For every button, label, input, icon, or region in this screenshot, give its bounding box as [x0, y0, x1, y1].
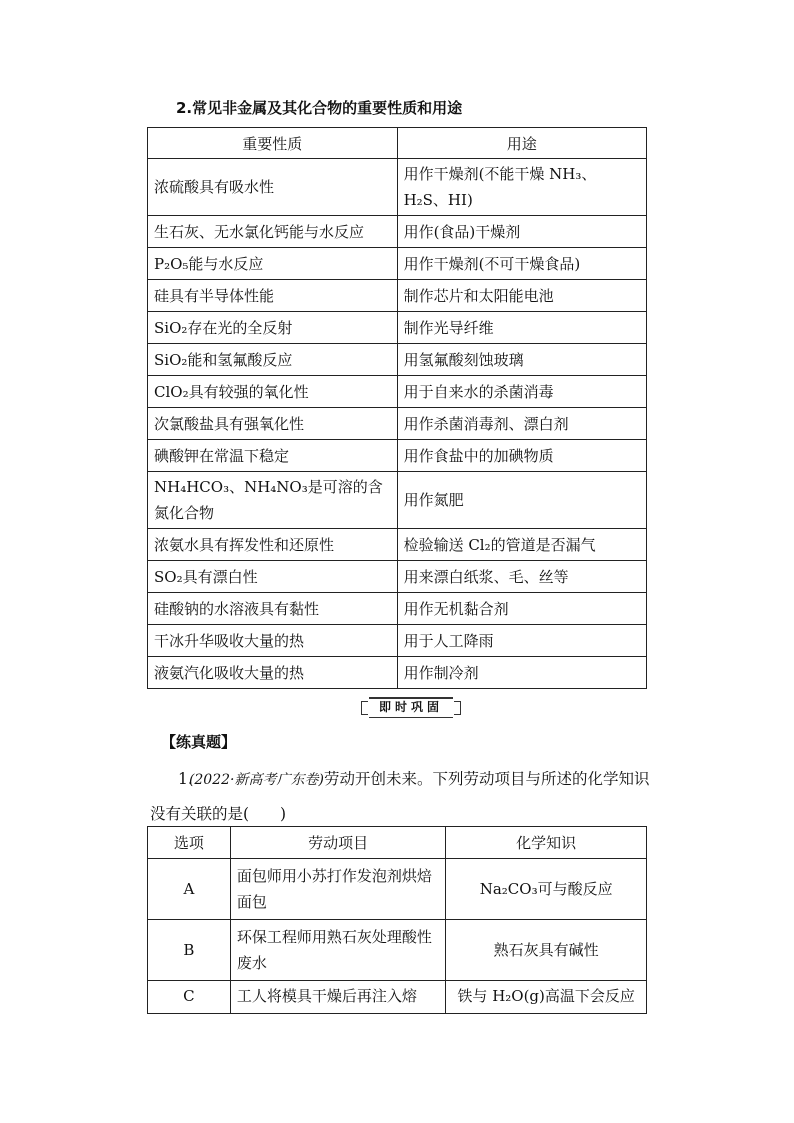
- knowledge-cell: Na₂CO₃可与酸反应: [446, 859, 647, 920]
- property-cell: ClO₂具有较强的氧化性: [148, 376, 398, 408]
- table-row: [148, 593, 647, 625]
- use-cell: 用于人工降雨: [397, 625, 646, 657]
- use-cell: 用作(食品)干燥剂: [397, 216, 646, 248]
- header-option: 选项: [148, 827, 231, 859]
- table-row: [148, 529, 647, 561]
- property-cell: 硅酸钠的水溶液具有黏性: [148, 593, 398, 625]
- use-cell: 检验输送 Cl₂的管道是否漏气: [397, 529, 646, 561]
- property-cell: 生石灰、无水氯化钙能与水反应: [148, 216, 398, 248]
- labor-item-cell: 面包师用小苏打作发泡剂烘焙面包: [230, 859, 445, 920]
- table-row: [148, 920, 647, 981]
- property-cell: SiO₂存在光的全反射: [148, 312, 398, 344]
- table-row: [148, 408, 647, 440]
- section-title: 2.常见非金属及其化合物的重要性质和用途: [176, 99, 463, 117]
- table-row: [148, 280, 647, 312]
- property-cell: SO₂具有漂白性: [148, 561, 398, 593]
- property-cell: 浓氨水具有挥发性和还原性: [148, 529, 398, 561]
- choices-table: [147, 826, 647, 1014]
- table-row: [148, 312, 647, 344]
- use-cell: 用作杀菌消毒剂、漂白剂: [397, 408, 646, 440]
- property-cell: 液氨汽化吸收大量的热: [148, 657, 398, 689]
- property-cell: SiO₂能和氢氟酸反应: [148, 344, 398, 376]
- properties-uses-table: [147, 127, 647, 689]
- table-row: [148, 472, 647, 529]
- table-row: [148, 159, 647, 216]
- property-cell: P₂O₅能与水反应: [148, 248, 398, 280]
- table-row: [148, 440, 647, 472]
- practice-label: 【练真题】: [161, 733, 237, 751]
- header-labor-item: 劳动项目: [230, 827, 445, 859]
- question-source: (2022·新高考广东卷): [188, 772, 324, 788]
- table-row: [148, 561, 647, 593]
- table-row: [148, 859, 647, 920]
- question-stem: 劳动开创未来。下列劳动项目与所述的化学知识没有关联的是( ): [150, 770, 650, 823]
- table-row: [148, 657, 647, 689]
- knowledge-cell: 铁与 H₂O(g)高温下会反应: [446, 981, 647, 1014]
- use-cell: 用作制冷剂: [397, 657, 646, 689]
- option-cell: C: [148, 981, 231, 1014]
- use-cell: 制作光导纤维: [397, 312, 646, 344]
- labor-item-cell: 环保工程师用熟石灰处理酸性废水: [230, 920, 445, 981]
- table-row: [148, 216, 647, 248]
- property-cell: 浓硫酸具有吸水性: [148, 159, 398, 216]
- use-cell: 用作干燥剂(不能干燥 NH₃、H₂S、HI): [397, 159, 646, 216]
- instant-review-banner: 即时巩固: [369, 697, 453, 718]
- header-use: 用途: [397, 128, 646, 159]
- labor-item-cell: 工人将模具干燥后再注入熔: [230, 981, 445, 1014]
- knowledge-cell: 熟石灰具有碱性: [446, 920, 647, 981]
- property-cell: NH₄HCO₃、NH₄NO₃是可溶的含氮化合物: [148, 472, 398, 529]
- table-row: [148, 248, 647, 280]
- question-text: [150, 762, 650, 831]
- table-header-row: [148, 827, 647, 859]
- use-cell: 用于自来水的杀菌消毒: [397, 376, 646, 408]
- header-chem-knowledge: 化学知识: [446, 827, 647, 859]
- use-cell: 用作氮肥: [397, 472, 646, 529]
- property-cell: 碘酸钾在常温下稳定: [148, 440, 398, 472]
- table-row: [148, 344, 647, 376]
- property-cell: 次氯酸盐具有强氧化性: [148, 408, 398, 440]
- header-property: 重要性质: [148, 128, 398, 159]
- use-cell: 用来漂白纸浆、毛、丝等: [397, 561, 646, 593]
- use-cell: 用作干燥剂(不可干燥食品): [397, 248, 646, 280]
- table-row: [148, 625, 647, 657]
- option-cell: A: [148, 859, 231, 920]
- question-number: 1.: [178, 770, 193, 788]
- table-row: [148, 981, 647, 1014]
- property-cell: 硅具有半导体性能: [148, 280, 398, 312]
- table-row: [148, 376, 647, 408]
- property-cell: 干冰升华吸收大量的热: [148, 625, 398, 657]
- use-cell: 制作芯片和太阳能电池: [397, 280, 646, 312]
- use-cell: 用作食盐中的加碘物质: [397, 440, 646, 472]
- table-header-row: [148, 128, 647, 159]
- use-cell: 用作无机黏合剂: [397, 593, 646, 625]
- option-cell: B: [148, 920, 231, 981]
- use-cell: 用氢氟酸刻蚀玻璃: [397, 344, 646, 376]
